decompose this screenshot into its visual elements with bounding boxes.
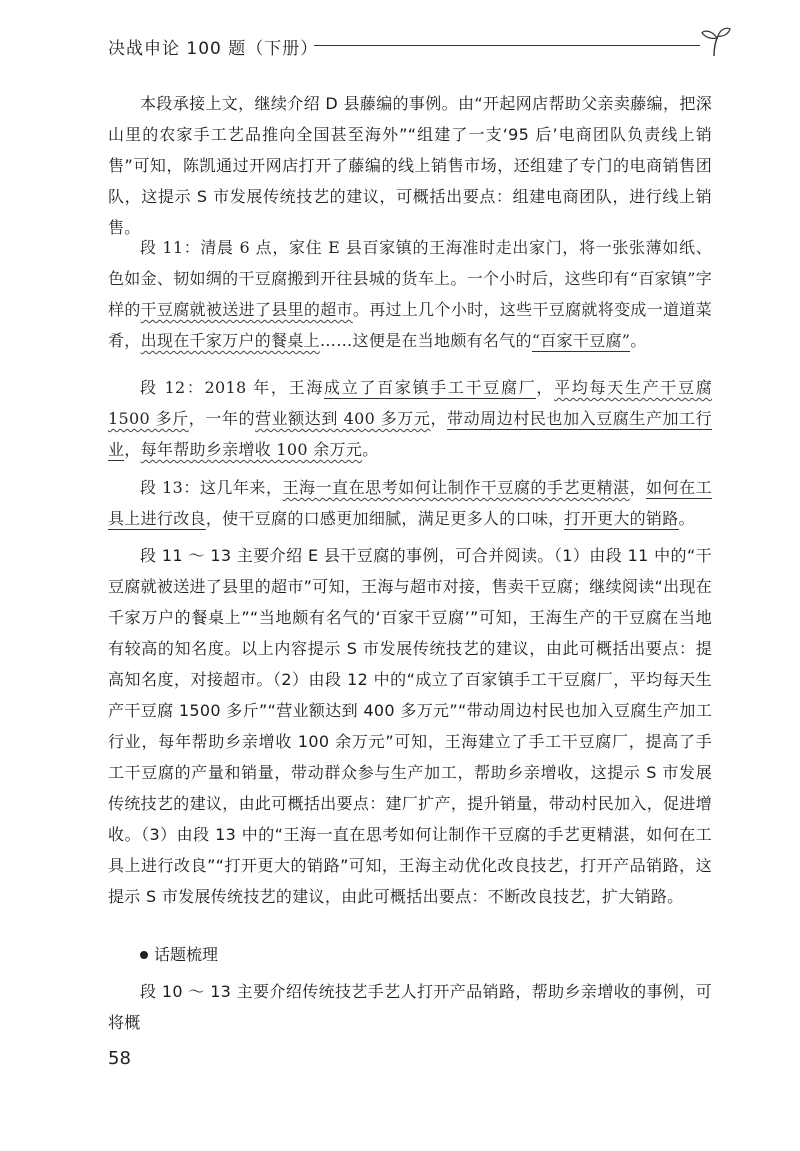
underline-phrase: 王海一直在思考如何让制作干豆腐的手艺更精湛 <box>282 478 630 497</box>
paragraph-12: 段 12：2018 年，王海成立了百家镇手工干豆腐厂，平均每天生产干豆腐 1500 多斤，一年的营业额达到 400 多万元，带动周边村民也加入豆腐生产加工行业，每年帮助乡亲增收 100 余万元。 <box>108 378 712 459</box>
sprout-icon <box>698 24 732 58</box>
underline-phrase: 营业额达到 400 多万元 <box>255 409 431 428</box>
underline-phrase: 出现在千家万户的餐桌上 <box>140 331 320 350</box>
underline-phrase: 干豆腐就被送进了县里的超市 <box>140 300 353 319</box>
paragraph-13: 段 13：这几年来，王海一直在思考如何让制作干豆腐的手艺更精湛，如何在工具上进行改良，使干豆腐的口感更加细腻，满足更多人的口味，打开更大的销路。 <box>108 478 712 528</box>
underline-phrase: 平均每天生产干豆腐 1500 多斤 <box>108 378 712 428</box>
underline-phrase: 如何在工具上进行改良 <box>108 478 712 528</box>
underline-phrase: 带动周边村民也加入豆腐生产加工行业 <box>108 409 712 459</box>
underline-phrase: 打开更大的销路 <box>564 509 679 528</box>
paragraph-analysis: 段 11 ～ 13 主要介绍 E 县干豆腐的事例，可合并阅读。（1）由段 11 中的“干豆腐就被送进了县里的超市”可知，王海与超市对接，售卖干豆腐；继续阅读“出现在千家万户的餐桌上”“当地颇有名气的‘百家干豆腐’”可知，王海生产的干豆腐在当地有较高的知名度。以上内容提示 S 市发展传统技艺的建议，由此可概括出要点：提高知名度，对接超市。（2）由段 12 中的“成立了百家镇手工干豆腐厂，平均每天生产干豆腐 1500 多斤”“营业额达到 400 多万元”“带动周边村民也加入豆腐生产加工行业，每年帮助乡亲增收 100 余万元”可知，王海建立了手工干豆腐厂，提高了手工干豆腐的产量和销量，带动群众参与生产加工，帮助乡亲增收，这提示 S 市发展传统技艺的建议，由此可概括出要点：建厂扩产，提升销量，带动村民加入，促进增收。（3）由段 13 中的“王海一直在思考如何让制作干豆腐的手艺更精湛，如何在工具上进行改良”“打开更大的销路”可知，王海主动优化改良技艺，打开产品销路，这提示 S 市发展传统技艺的建议，由此可概括出要点：不断改良技艺，扩大销路。 <box>108 546 712 906</box>
page-header <box>108 30 730 60</box>
header-rule <box>314 45 700 46</box>
bullet-icon <box>140 951 148 959</box>
paragraph-last: 段 10 ～ 13 主要介绍传统技艺手艺人打开产品销路，帮助乡亲增收的事例，可将概 <box>108 982 712 1032</box>
underline-phrase: “百家干豆腐” <box>531 331 631 350</box>
topic-heading <box>140 939 218 970</box>
paragraph-11: 段 11：清晨 6 点，家住 E 县百家镇的王海准时走出家门，将一张张薄如纸、色如金、韧如绸的干豆腐搬到开往县城的货车上。一个小时后，这些印有“百家镇”字样的干豆腐就被送进了县里的超市。再过上几个小时，这些干豆腐就将变成一道道菜肴，出现在千家万户的餐桌上……这便是在当地颇有名气的“百家干豆腐”。 <box>108 238 712 350</box>
topic-label: 话题梳理 <box>154 945 219 964</box>
underline-phrase: 成立了百家镇手工干豆腐厂 <box>324 378 537 397</box>
paragraph-intro: 本段承接上文，继续介绍 D 县藤编的事例。由“开起网店帮助父亲卖藤编，把深山里的农家手工艺品推向全国甚至海外”“组建了一支‘95 后’电商团队负责线上销售”可知，陈凯通过开网店打开了藤编的线上销售市场，还组建了专门的电商销售团队，这提示 S 市发展传统技艺的建议，可概括出要点：组建电商团队，进行线上销售。 <box>108 94 712 237</box>
running-title: 决战申论 100 题（下册） <box>108 39 319 59</box>
page-number: 58 <box>108 1048 131 1069</box>
underline-phrase: 每年帮助乡亲增收 100 余万元 <box>140 440 363 459</box>
